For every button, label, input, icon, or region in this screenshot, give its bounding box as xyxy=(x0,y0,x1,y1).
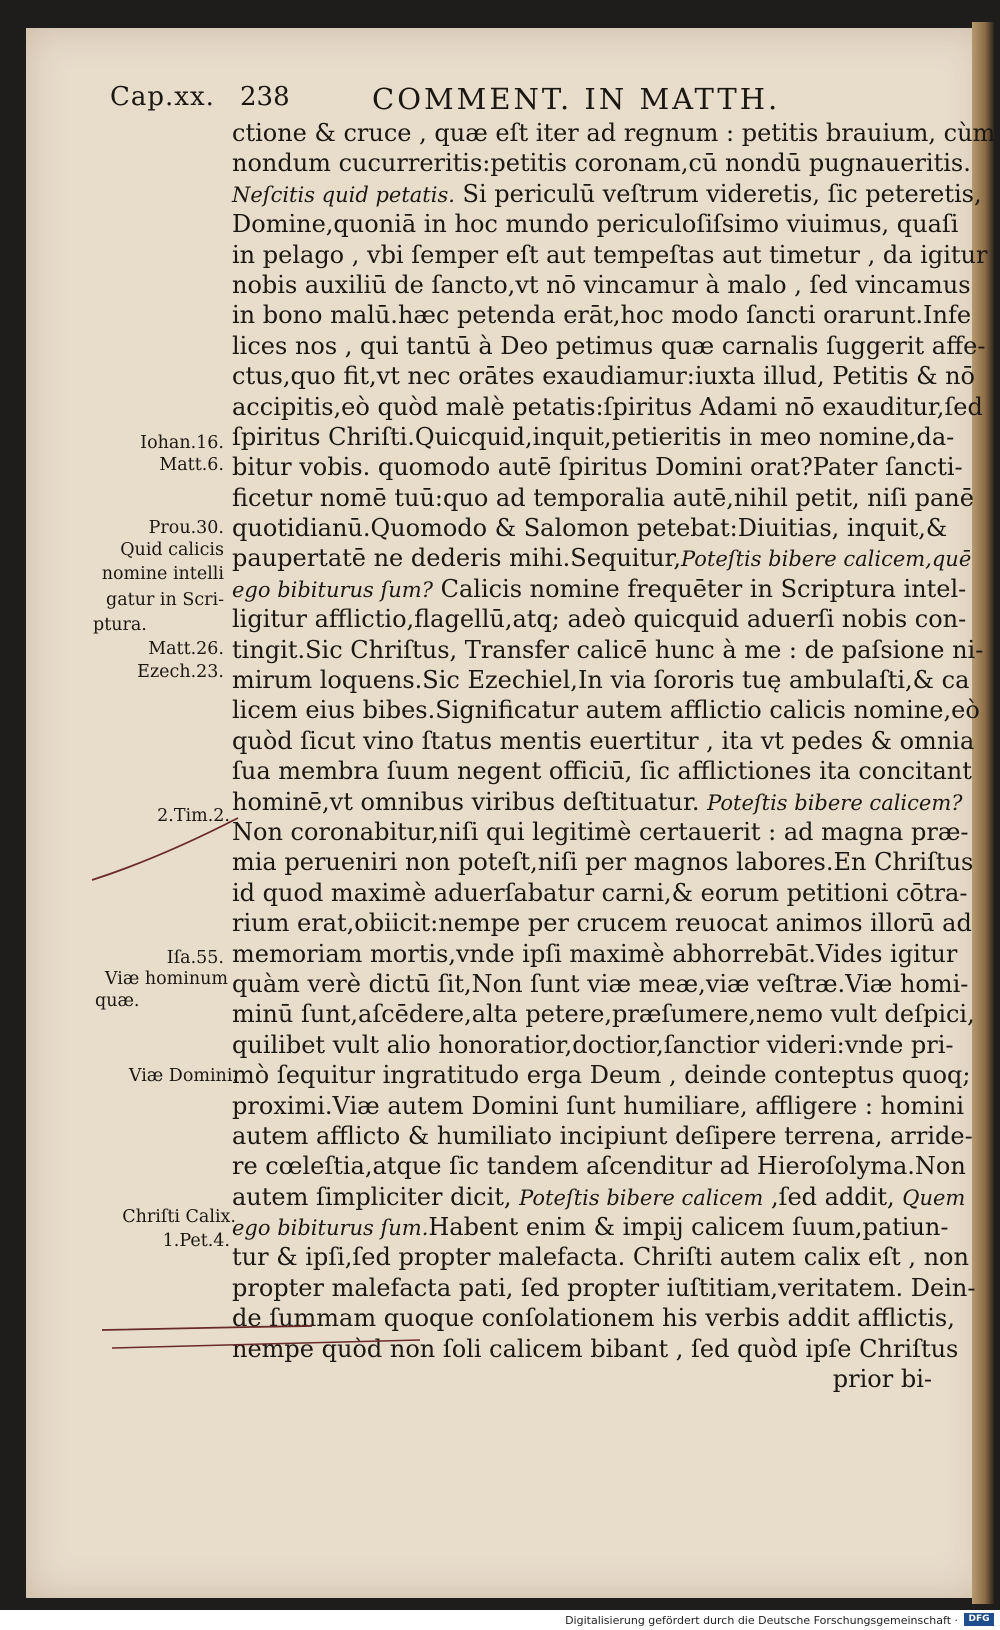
marginal-note: ptura. xyxy=(93,615,147,635)
text-run: id quod maximè aduerſabatur carni,& eorum petitioni cōtra- xyxy=(232,878,968,907)
text-run: proximi.Viæ autem Domini ſunt humiliare, affligere : homini xyxy=(232,1091,964,1120)
text-run: lices nos , qui tantū à Deo petimus quæ carnalis ſuggerit affe- xyxy=(232,331,986,360)
marginal-note: nomine intelli xyxy=(101,564,224,584)
text-run: quilibet vult alio honoratior,doctior,ſanctior videri:vnde pri- xyxy=(232,1030,954,1059)
italic-run: Quem xyxy=(902,1185,966,1210)
marginal-note: Quid calicis xyxy=(120,540,224,560)
marginal-note: 1.Pet.4. xyxy=(162,1231,230,1251)
text-run: de ſummam quoque conſolationem his verbis addit afflictis, xyxy=(232,1304,955,1333)
marginal-note: Viæ hominum xyxy=(104,969,228,989)
text-run: nobis auxiliū de ſancto,vt nō vincamur à malo , ſed vincamus xyxy=(232,270,971,299)
text-run: in bono malū.hæc petenda erāt,hoc modo ſancti orarunt.Infe xyxy=(232,301,972,330)
text-run: nondum cucurreritis:petitis coronam,cū nondū pugnaueritis. xyxy=(232,149,971,178)
marginal-note: Ezech.23. xyxy=(137,662,224,682)
text-run: paupertatē ne dederis mihi.Sequitur, xyxy=(232,544,682,573)
pen-underline xyxy=(112,1340,420,1348)
text-run: ctus,quo fit,vt nec orātes exaudiamur:iuxta illud, Petitis & nō xyxy=(232,362,975,391)
marginal-note: Viæ Domini. xyxy=(128,1066,238,1086)
text-run: Habent enim & impij calicem ſuum,patiun- xyxy=(428,1213,949,1242)
text-run: Calicis nomine frequēter in Scriptura intel- xyxy=(432,574,967,603)
text-run: tur & ipſi,ſed propter malefacta. Chriſti autem calix eſt , non xyxy=(232,1243,969,1272)
text-run: Domine,quoniā in hoc mundo periculoſiſsimo viuimus, quaſi xyxy=(232,210,959,239)
text-run: propter malefacta pati, ſed propter iuſtitiam,veritatem. Dein- xyxy=(232,1273,976,1302)
text-run: licem eius bibes.Significatur autem afflictio calicis nomine,eò xyxy=(232,696,980,725)
text-run: ſpiritus Chriſti.Quicquid,inquit,petieritis in meo nomine,da- xyxy=(232,422,955,451)
italic-run: Poteſtis bibere calicem? xyxy=(707,790,963,815)
footer-bar xyxy=(0,1610,1000,1630)
text-run: ficetur nomē tuū:quo ad temporalia autē,nihil petit, niſi panē xyxy=(232,483,974,512)
text-run: mò ſequitur ingratitudo erga Deum , deinde conteptus quoq; xyxy=(232,1061,971,1090)
marginal-note: Prou.30. xyxy=(148,518,224,538)
text-run: ,ſed addit, xyxy=(763,1182,903,1211)
text-run: tingit.Sic Chriſtus, Transfer calicē hunc à me : de paſsione ni- xyxy=(232,635,984,664)
text-run: re cœleſtia,atque ſic tandem aſcenditur ad Hieroſolyma.Non xyxy=(232,1152,966,1181)
text-run: Si periculū veſtrum videretis, ſic peteretis, xyxy=(454,179,982,208)
marginal-note: Chriſti Calix. xyxy=(122,1207,236,1227)
text-run: quàm verè dictū ſit,Non ſunt viæ meæ,viæ veſtræ.Viæ homi- xyxy=(232,969,969,998)
italic-run: ego bibiturus ſum? xyxy=(232,577,433,602)
italic-run: ego bibiturus ſum. xyxy=(232,1216,429,1241)
italic-run: Poteſtis bibere calicem,quē xyxy=(681,547,972,572)
page-number: 238 xyxy=(240,82,290,112)
pen-underline xyxy=(102,1326,312,1330)
text-run: quòd ſicut vino ſtatus mentis euertitur , ita vt pedes & omnia xyxy=(232,726,975,755)
text-run: ſua membra ſuum negent officiū, ſic afflictiones ita concitant xyxy=(232,757,972,786)
marginal-note: gatur in Scri- xyxy=(106,590,224,610)
marginal-note: Iohan.16. xyxy=(140,433,224,453)
chapter-label: Cap.xx. xyxy=(110,82,215,112)
text-run: hominē,vt omnibus viribus deſtituatur. xyxy=(232,787,708,816)
text-run: nempe quòd non ſoli calicem bibant , ſed quòd ipſe Chriſtus xyxy=(232,1334,959,1363)
text-run: bitur vobis. quomodo autē ſpiritus Domini orat?Pater ſancti- xyxy=(232,453,963,482)
text-run: minū ſunt,aſcēdere,alta petere,præſumere,nemo vult deſpici, xyxy=(232,1000,975,1029)
text-run: autem ſimpliciter dicit, xyxy=(232,1182,520,1211)
pen-stroke-diagonal xyxy=(92,818,238,880)
text-run: in pelago , vbi ſemper eſt aut tempeſtas aut timetur , da igitur xyxy=(232,240,988,269)
marginal-note: 2.Tim.2. xyxy=(157,806,230,826)
text-run: ligitur afflictio,flagellū,atq; adeò quicquid aduerſi nobis con- xyxy=(232,605,967,634)
italic-run: Neſcitis quid petatis. xyxy=(232,182,455,207)
text-run: quotidianū.Quomodo & Salomon petebat:Diuitias, inquit,& xyxy=(232,514,948,543)
text-run: mia perueniri non poteſt,niſi per magnos labores.En Chriſtus xyxy=(232,848,974,877)
text-run: Non coronabitur,niſi qui legitimè certauerit : ad magna præ- xyxy=(232,817,969,846)
dfg-logo: DFG xyxy=(964,1613,994,1626)
text-run: ctione & cruce , quæ eſt iter ad regnum : petitis brauium, cùm xyxy=(232,119,996,147)
text-run: accipitis,eò quòd malè petatis:ſpiritus Adami nō exauditur,ſed xyxy=(232,392,983,421)
text-run: prior bi- xyxy=(832,1365,932,1394)
text-run: mirum loquens.Sic Ezechiel,In via ſororis tuę ambulaſti,& ca xyxy=(232,666,970,695)
italic-run: Poteſtis bibere calicem xyxy=(519,1185,764,1210)
text-run: memoriam mortis,vnde ipſi maximè abhorrebāt.Vides igitur xyxy=(232,939,958,968)
funding-credit: Digitalisierung gefördert durch die Deutsche Forschungsgemeinschaft · xyxy=(565,1614,958,1627)
text-run: autem afflicto & humiliato incipiunt deſipere terrena, arride- xyxy=(232,1121,973,1150)
marginal-note: Matt.6. xyxy=(159,455,224,475)
marginal-note: Matt.26. xyxy=(148,639,224,659)
text-run: rium erat,obiicit:nempe per crucem reuocat animos illorū ad xyxy=(232,909,972,938)
marginal-note: quæ. xyxy=(95,991,140,1011)
running-title: COMMENT. IN MATTH. xyxy=(372,82,781,116)
marginal-note: Iſa.55. xyxy=(166,948,224,968)
